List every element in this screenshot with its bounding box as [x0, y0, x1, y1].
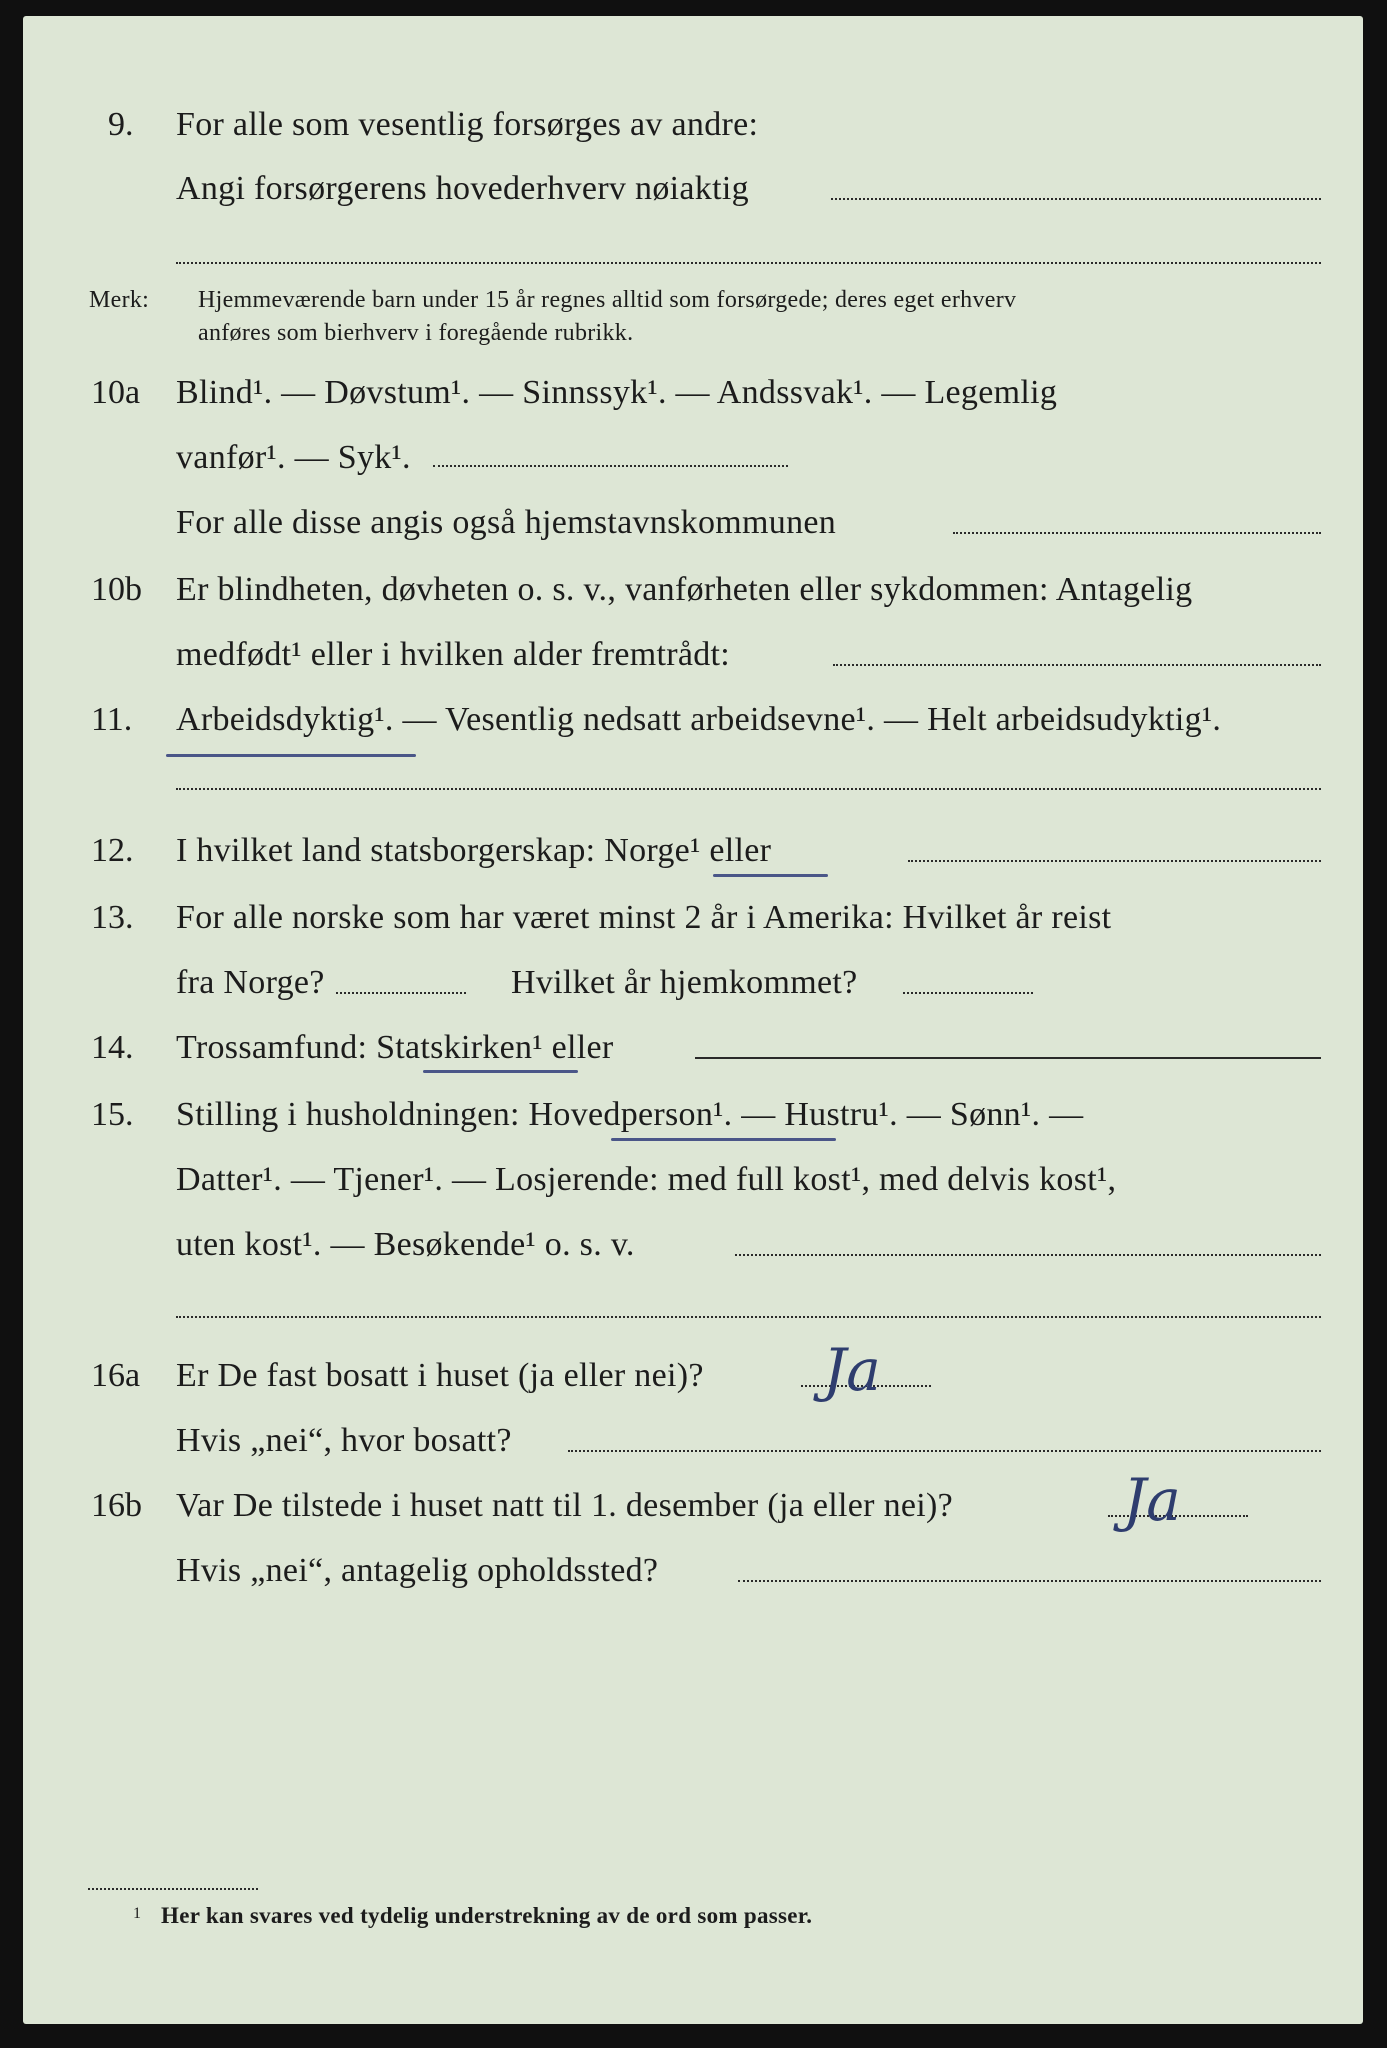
answer-line[interactable]: [903, 992, 1033, 994]
item-16a-text-2: Hvis „nei“, hvor bosatt?: [176, 1422, 512, 1459]
item-10a-text-2: vanfør¹. — Syk¹.: [176, 439, 411, 476]
merk-text-2: anføres som bierhverv i foregående rubrikk.: [198, 320, 634, 346]
item-13-text: For alle norske som har været minst 2 år i Amerika: Hvilket år reist: [176, 899, 1112, 936]
item-10b-number: 10b: [91, 571, 142, 608]
item-10a-text: Blind¹. — Døvstum¹. — Sinnssyk¹. — Andssvak¹. — Legemlig: [176, 374, 1058, 411]
handwritten-underline: [166, 754, 416, 757]
census-form-page: [23, 16, 1363, 2024]
item-14-text: Trossamfund: Statskirken¹ eller: [176, 1029, 614, 1066]
item-11-number: 11.: [91, 701, 133, 738]
item-11-text: Arbeidsdyktig¹. — Vesentlig nedsatt arbeidsevne¹. — Helt arbeidsudyktig¹.: [176, 701, 1222, 738]
footnote-mark: 1: [133, 1905, 142, 1922]
footnote-rule: [88, 1888, 258, 1890]
footnote-text: Her kan svares ved tydelig understrekning av de ord som passer.: [161, 1903, 813, 1928]
answer-line[interactable]: [336, 992, 466, 994]
item-15-text-3: uten kost¹. — Besøkende¹ o. s. v.: [176, 1226, 635, 1263]
item-10b-text: Er blindheten, døvheten o. s. v., vanførheten eller sykdommen: Antagelig: [176, 571, 1193, 608]
item-13-text-2a: fra Norge?: [176, 964, 325, 1001]
answer-line[interactable]: [735, 1254, 1321, 1256]
item-10a-number: 10a: [91, 374, 141, 411]
answer-line[interactable]: [833, 664, 1321, 666]
item-16b-text-2: Hvis „nei“, antagelig opholdssted?: [176, 1552, 659, 1589]
item-14-number: 14.: [91, 1029, 134, 1066]
handwritten-answer: Ja: [823, 1336, 881, 1404]
item-15-text: Stilling i husholdningen: Hovedperson¹. — Hustru¹. — Sønn¹. —: [176, 1096, 1084, 1133]
answer-line[interactable]: [568, 1450, 1321, 1452]
handwritten-underline: [423, 1070, 578, 1073]
merk-text: Hjemmeværende barn under 15 år regnes alltid som forsørgede; deres eget erhverv: [198, 287, 1017, 313]
item-9-text: For alle som vesentlig forsørges av andre:: [176, 106, 759, 143]
item-9-number: 9.: [108, 106, 134, 143]
answer-line[interactable]: [176, 1316, 1321, 1318]
item-9-text-2: Angi forsørgerens hovederhverv nøiaktig: [176, 170, 749, 207]
answer-line[interactable]: [908, 860, 1321, 862]
item-13-number: 13.: [91, 899, 134, 936]
item-15-text-2: Datter¹. — Tjener¹. — Losjerende: med full kost¹, med delvis kost¹,: [176, 1161, 1117, 1198]
item-13-text-2b: Hvilket år hjemkommet?: [511, 964, 858, 1001]
merk-label: Merk:: [89, 287, 150, 313]
answer-line[interactable]: [738, 1580, 1321, 1582]
item-16a-number: 16a: [91, 1357, 141, 1394]
item-16a-text: Er De fast bosatt i huset (ja eller nei)?: [176, 1357, 704, 1394]
item-15-number: 15.: [91, 1096, 134, 1133]
answer-line[interactable]: [695, 1057, 1321, 1059]
handwritten-underline: [713, 874, 828, 877]
answer-line[interactable]: [953, 532, 1321, 534]
answer-line[interactable]: [176, 262, 1321, 264]
handwritten-underline: [611, 1138, 836, 1141]
item-10a-text-3: For alle disse angis også hjemstavnskommunen: [176, 504, 837, 541]
item-16b-number: 16b: [91, 1487, 142, 1524]
handwritten-answer: Ja: [1123, 1466, 1181, 1534]
item-12-number: 12.: [91, 832, 134, 869]
item-10b-text-2: medfødt¹ eller i hvilken alder fremtrådt:: [176, 636, 731, 673]
item-12-text: I hvilket land statsborgerskap: Norge¹ eller: [176, 832, 772, 869]
answer-line[interactable]: [831, 198, 1321, 200]
item-16b-text: Var De tilstede i huset natt til 1. desember (ja eller nei)?: [176, 1487, 954, 1524]
answer-line[interactable]: [176, 788, 1321, 790]
answer-line[interactable]: [433, 465, 788, 467]
